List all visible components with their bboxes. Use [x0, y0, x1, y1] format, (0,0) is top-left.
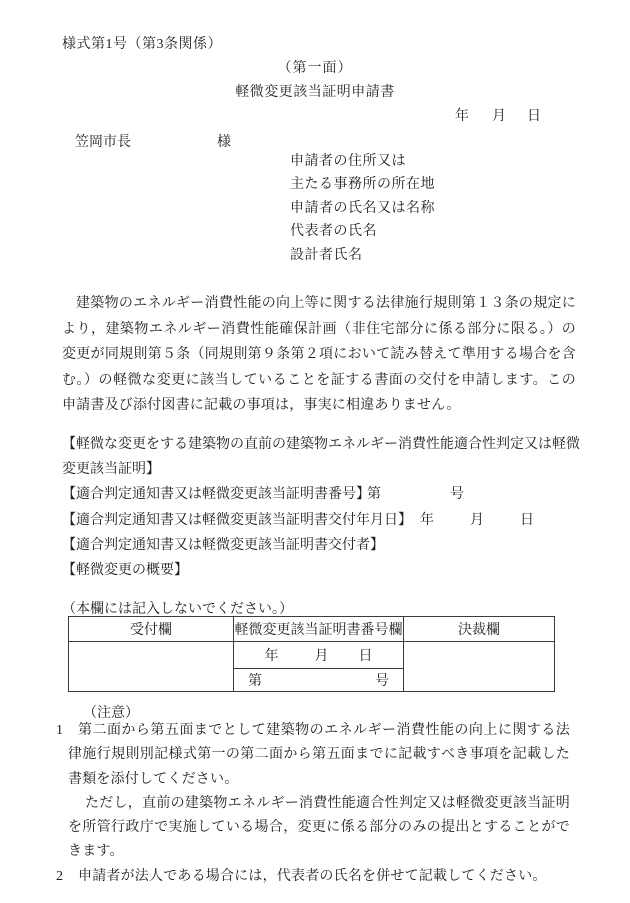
note-2-paragraph-1: 申請者が法人である場合には，代表者の氏名を併せて記載してください。 — [78, 868, 547, 884]
cert-date-day-label: 日 — [520, 513, 534, 528]
note-1-paragraph-1: 第二面から第五面までとして建築物のエネルギー消費性能の向上に関する法律施行規則別記様式第一の第二面から第五面までに記載すべき事項を記載した書類を添付してください。 — [68, 723, 570, 787]
cert-date-month-label: 月 — [470, 513, 484, 528]
approval-column-header: 決裁欄 — [404, 617, 555, 642]
page-label: （第一面） — [277, 61, 353, 76]
reception-column-header: 受付欄 — [69, 617, 234, 642]
office-cert-date-cell — [234, 642, 404, 669]
approval-cell — [404, 642, 555, 692]
page-title: 軽微変更該当証明申請書 — [235, 85, 395, 100]
issue-date-line — [455, 105, 541, 125]
main-paragraph: 建築物のエネルギー消費性能の向上等に関する法律施行規則第１３条の規定により，建築物エネルギー消費性能確保計画（非住宅部分に係る部分に限る。）の変更が同規則第５条（同規則第９条第２項において読み替えて準用する場合を含む。）の軽微な変更に該当していることを証する書面の交付を申請します。この申請書及び添付図書に記載の事項は，事実に相違ありません。 — [62, 296, 576, 414]
office-use-note: （本欄には記入しないでください。） — [62, 602, 293, 617]
issue-date-month-label: 月 — [492, 109, 506, 124]
applicant-fields-block — [290, 150, 435, 267]
office-date-year-label: 年 — [264, 649, 279, 664]
applicant-name-label: 申請者の氏名又は名称 — [290, 200, 435, 216]
office-number-suffix: 号 — [375, 674, 389, 689]
field-cert-issuer: 【適合判定通知書又は軽微変更該当証明書交付者】 — [62, 538, 384, 553]
field-change-summary: 【軽微変更の概要】 — [62, 563, 188, 578]
note-1-number: 1 — [56, 723, 64, 738]
applicant-address-label-line1: 申請者の住所又は — [290, 154, 406, 169]
addressee-line — [75, 131, 375, 151]
notes-block — [56, 719, 570, 889]
note-item-2 — [56, 865, 570, 889]
issue-date-day-label: 日 — [527, 109, 541, 124]
field-prior-certification: 【軽微な変更をする建築物の直前の建築物エネルギー消費性能適合性判定又は軽微変更該当証明】 — [62, 437, 580, 477]
applicant-address-label-line2: 主たる事務所の所在地 — [290, 177, 435, 193]
note-1-paragraph-2: ただし，直前の建築物エネルギー消費性能適合性判定又は軽微変更該当証明を所管行政庁で実施している場合，変更に係る部分のみの提出とすることができます。 — [68, 795, 570, 860]
representative-name-label: 代表者の氏名 — [290, 224, 377, 240]
cert-number-column-header: 軽微変更該当証明書番号欄 — [234, 617, 404, 642]
addressee-name: 笠岡市長 — [75, 135, 131, 150]
cert-number-suffix: 号 — [450, 487, 464, 502]
note-item-1 — [56, 719, 570, 865]
issue-date-year-label: 年 — [455, 109, 469, 124]
field-cert-date — [62, 509, 584, 534]
form-number: 様式第1号（第3条関係） — [62, 37, 222, 52]
office-date-month-label: 月 — [314, 649, 329, 664]
cert-number-prefix: 第 — [367, 487, 381, 502]
cert-date-label: 【適合判定通知書又は軽微変更該当証明書交付年月日】 — [62, 513, 412, 528]
office-date-day-label: 日 — [358, 649, 373, 664]
note-2-number: 2 — [56, 868, 64, 884]
cert-number-label: 【適合判定通知書又は軽微変更該当証明書番号】 — [62, 487, 370, 502]
office-cert-number-cell — [234, 669, 404, 692]
office-use-table — [68, 616, 555, 692]
notes-title: （注意） — [83, 706, 139, 721]
cert-date-year-label: 年 — [420, 513, 434, 528]
office-number-prefix: 第 — [248, 674, 262, 689]
addressee-honorific: 様 — [217, 135, 231, 150]
reception-cell — [69, 642, 234, 692]
designer-name-label: 設計者氏名 — [290, 247, 363, 263]
field-cert-number — [62, 483, 584, 508]
